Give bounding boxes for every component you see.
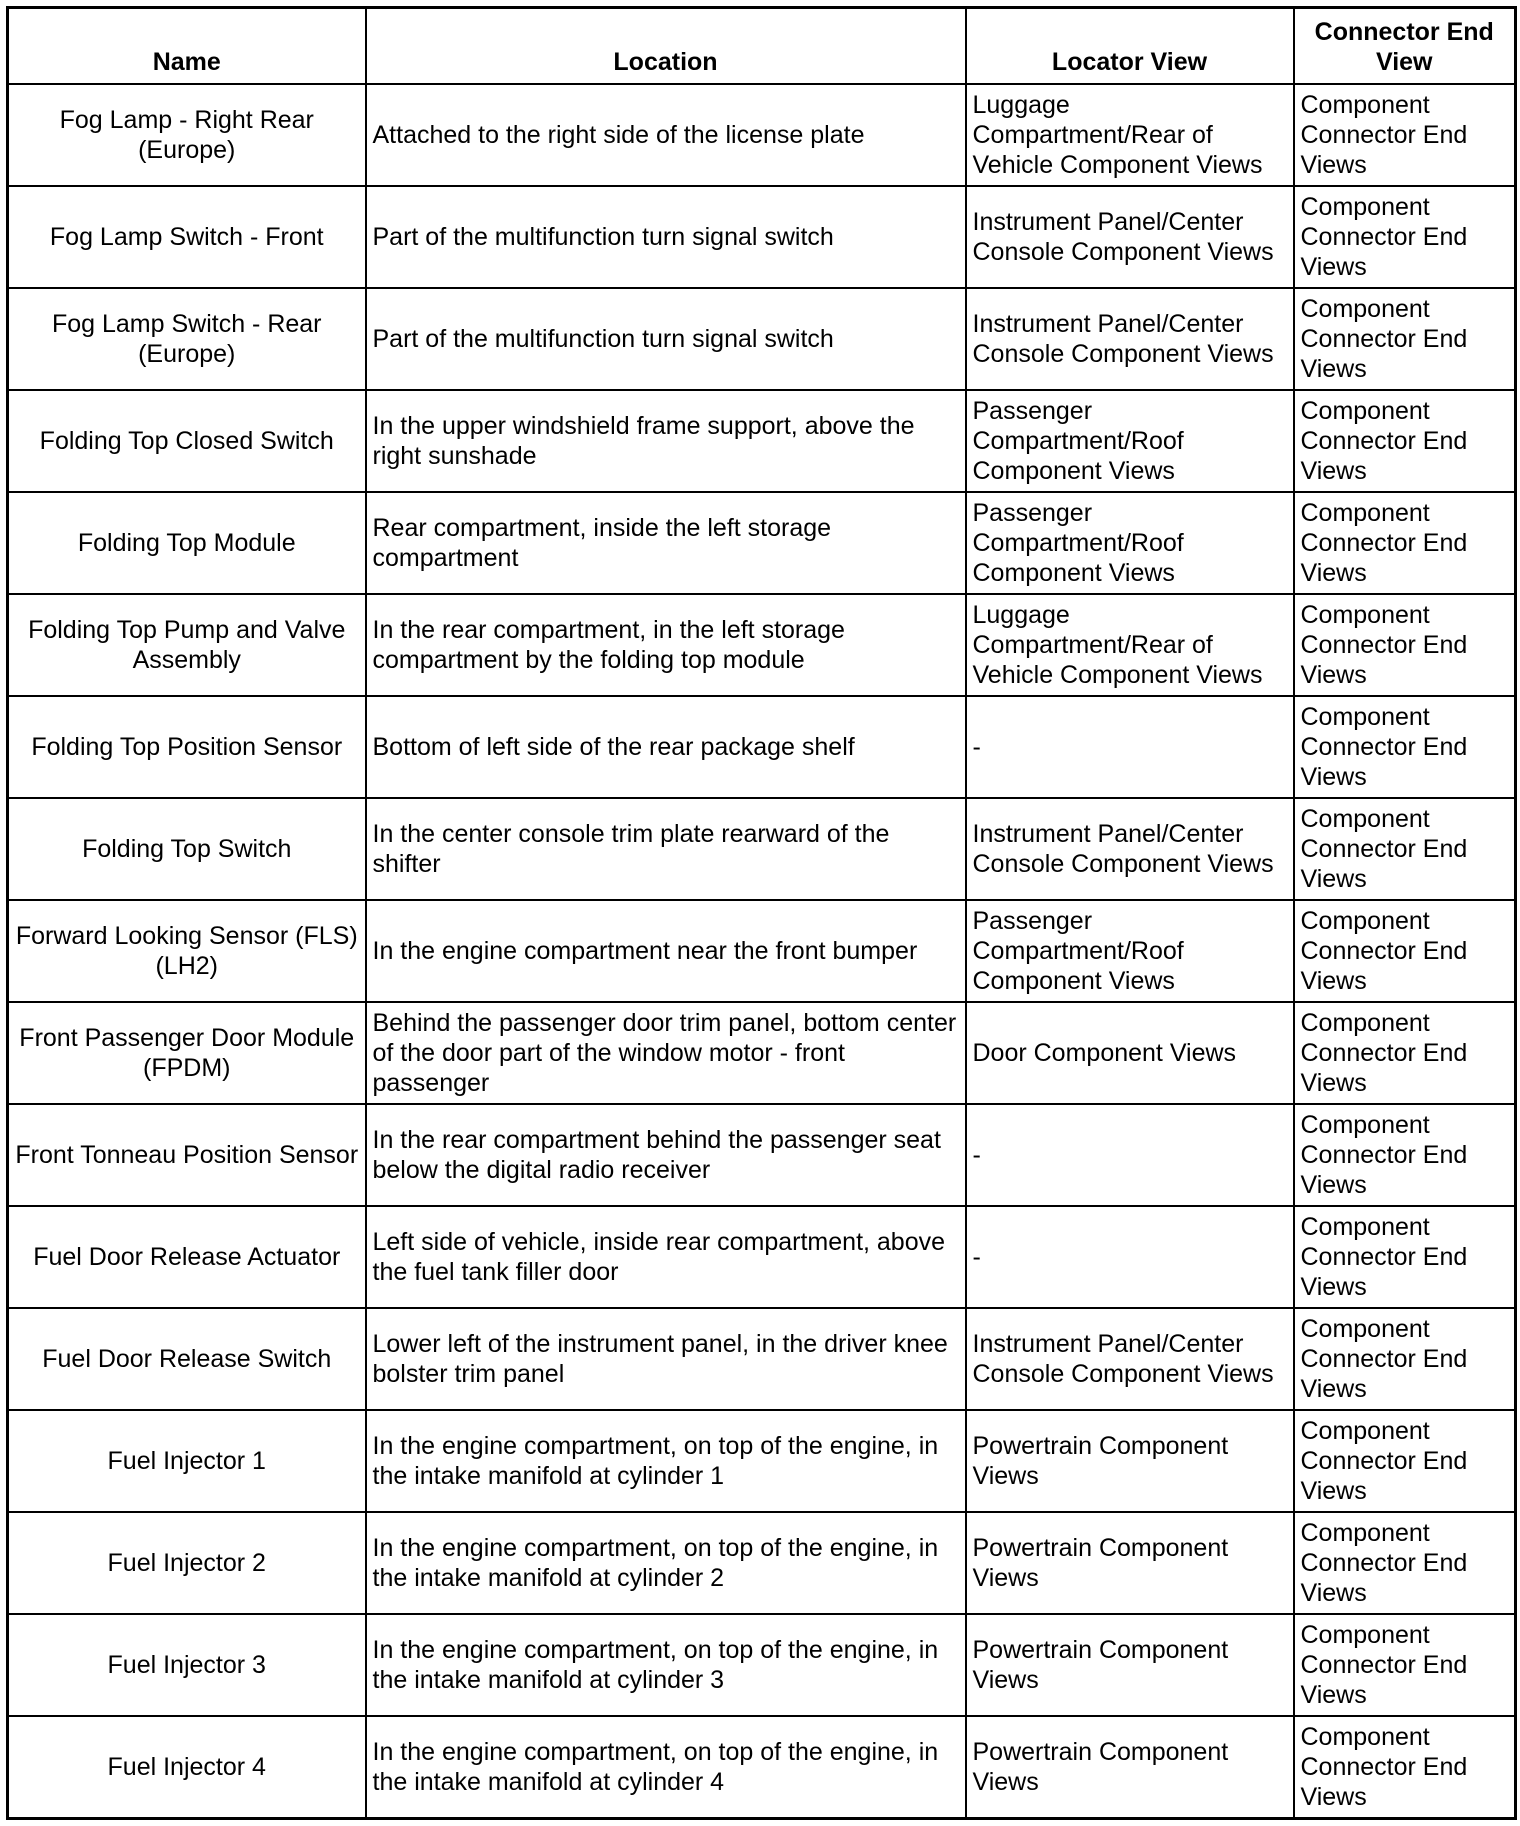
table-row xyxy=(8,900,1516,1002)
cell-location: In the engine compartment near the front bumper xyxy=(366,900,966,1002)
cell-location: Bottom of left side of the rear package shelf xyxy=(366,696,966,798)
cell-location: In the rear compartment, in the left storage compartment by the folding top module xyxy=(366,594,966,696)
cell-location: In the engine compartment, on top of the engine, in the intake manifold at cylinder 3 xyxy=(366,1614,966,1716)
cell-connector-end-view: Component Connector End Views xyxy=(1294,492,1516,594)
header-row xyxy=(8,8,1516,85)
cell-locator-view: Luggage Compartment/Rear of Vehicle Component Views xyxy=(966,594,1294,696)
cell-connector-end-view: Component Connector End Views xyxy=(1294,696,1516,798)
cell-location: Part of the multifunction turn signal switch xyxy=(366,186,966,288)
cell-connector-end-view: Component Connector End Views xyxy=(1294,1308,1516,1410)
cell-locator-view: Instrument Panel/Center Console Component Views xyxy=(966,288,1294,390)
cell-connector-end-view: Component Connector End Views xyxy=(1294,1206,1516,1308)
cell-location: In the engine compartment, on top of the engine, in the intake manifold at cylinder 2 xyxy=(366,1512,966,1614)
cell-connector-end-view: Component Connector End Views xyxy=(1294,390,1516,492)
cell-connector-end-view: Component Connector End Views xyxy=(1294,798,1516,900)
cell-location: Rear compartment, inside the left storage compartment xyxy=(366,492,966,594)
cell-locator-view: Powertrain Component Views xyxy=(966,1512,1294,1614)
table-row xyxy=(8,1614,1516,1716)
cell-name: Fuel Door Release Switch xyxy=(8,1308,366,1410)
cell-connector-end-view: Component Connector End Views xyxy=(1294,1410,1516,1512)
table-row xyxy=(8,492,1516,594)
cell-name: Fuel Injector 1 xyxy=(8,1410,366,1512)
cell-location: In the engine compartment, on top of the engine, in the intake manifold at cylinder 4 xyxy=(366,1716,966,1818)
cell-locator-view: Door Component Views xyxy=(966,1002,1294,1104)
cell-connector-end-view: Component Connector End Views xyxy=(1294,288,1516,390)
cell-name: Fog Lamp Switch - Front xyxy=(8,186,366,288)
cell-location: Attached to the right side of the license plate xyxy=(366,84,966,186)
table-row xyxy=(8,1002,1516,1104)
component-locator-table xyxy=(6,6,1517,1820)
cell-name: Fuel Injector 3 xyxy=(8,1614,366,1716)
table-row xyxy=(8,1308,1516,1410)
cell-location: In the center console trim plate rearward of the shifter xyxy=(366,798,966,900)
cell-locator-view: Instrument Panel/Center Console Component Views xyxy=(966,186,1294,288)
table-row xyxy=(8,390,1516,492)
table-row xyxy=(8,696,1516,798)
cell-connector-end-view: Component Connector End Views xyxy=(1294,594,1516,696)
header-connector-end-view: Connector End View xyxy=(1294,8,1516,85)
cell-name: Fuel Injector 4 xyxy=(8,1716,366,1818)
table-row xyxy=(8,1104,1516,1206)
cell-locator-view: - xyxy=(966,696,1294,798)
table-body xyxy=(8,84,1516,1819)
cell-name: Folding Top Pump and Valve Assembly xyxy=(8,594,366,696)
cell-locator-view: Passenger Compartment/Roof Component Views xyxy=(966,390,1294,492)
table-row xyxy=(8,1410,1516,1512)
cell-locator-view: Powertrain Component Views xyxy=(966,1614,1294,1716)
cell-name: Folding Top Position Sensor xyxy=(8,696,366,798)
cell-connector-end-view: Component Connector End Views xyxy=(1294,1716,1516,1818)
cell-connector-end-view: Component Connector End Views xyxy=(1294,84,1516,186)
cell-locator-view: Passenger Compartment/Roof Component Views xyxy=(966,492,1294,594)
table-row xyxy=(8,186,1516,288)
table-row xyxy=(8,798,1516,900)
cell-location: Lower left of the instrument panel, in the driver knee bolster trim panel xyxy=(366,1308,966,1410)
table-row xyxy=(8,84,1516,186)
cell-name: Fog Lamp Switch - Rear (Europe) xyxy=(8,288,366,390)
cell-location: Behind the passenger door trim panel, bottom center of the door part of the window motor - front passenger xyxy=(366,1002,966,1104)
table-row xyxy=(8,1716,1516,1818)
cell-locator-view: Luggage Compartment/Rear of Vehicle Component Views xyxy=(966,84,1294,186)
header-name: Name xyxy=(8,8,366,85)
cell-location: In the upper windshield frame support, above the right sunshade xyxy=(366,390,966,492)
cell-name: Front Tonneau Position Sensor xyxy=(8,1104,366,1206)
cell-locator-view: - xyxy=(966,1206,1294,1308)
header-locator-view: Locator View xyxy=(966,8,1294,85)
cell-locator-view: Powertrain Component Views xyxy=(966,1410,1294,1512)
cell-connector-end-view: Component Connector End Views xyxy=(1294,1614,1516,1716)
cell-connector-end-view: Component Connector End Views xyxy=(1294,900,1516,1002)
cell-connector-end-view: Component Connector End Views xyxy=(1294,1104,1516,1206)
cell-locator-view: - xyxy=(966,1104,1294,1206)
component-locator-table-container xyxy=(6,6,1514,1820)
cell-connector-end-view: Component Connector End Views xyxy=(1294,186,1516,288)
table-row xyxy=(8,1206,1516,1308)
cell-name: Folding Top Switch xyxy=(8,798,366,900)
cell-connector-end-view: Component Connector End Views xyxy=(1294,1512,1516,1614)
cell-location: Left side of vehicle, inside rear compartment, above the fuel tank filler door xyxy=(366,1206,966,1308)
header-location: Location xyxy=(366,8,966,85)
cell-locator-view: Instrument Panel/Center Console Component Views xyxy=(966,798,1294,900)
cell-name: Fuel Door Release Actuator xyxy=(8,1206,366,1308)
cell-name: Folding Top Closed Switch xyxy=(8,390,366,492)
cell-name: Fog Lamp - Right Rear (Europe) xyxy=(8,84,366,186)
cell-name: Front Passenger Door Module (FPDM) xyxy=(8,1002,366,1104)
cell-connector-end-view: Component Connector End Views xyxy=(1294,1002,1516,1104)
cell-location: In the engine compartment, on top of the engine, in the intake manifold at cylinder 1 xyxy=(366,1410,966,1512)
cell-location: In the rear compartment behind the passenger seat below the digital radio receiver xyxy=(366,1104,966,1206)
cell-name: Folding Top Module xyxy=(8,492,366,594)
cell-locator-view: Instrument Panel/Center Console Component Views xyxy=(966,1308,1294,1410)
table-row xyxy=(8,288,1516,390)
cell-name: Forward Looking Sensor (FLS) (LH2) xyxy=(8,900,366,1002)
cell-locator-view: Powertrain Component Views xyxy=(966,1716,1294,1818)
table-row xyxy=(8,1512,1516,1614)
cell-name: Fuel Injector 2 xyxy=(8,1512,366,1614)
cell-location: Part of the multifunction turn signal switch xyxy=(366,288,966,390)
table-row xyxy=(8,594,1516,696)
cell-locator-view: Passenger Compartment/Roof Component Views xyxy=(966,900,1294,1002)
